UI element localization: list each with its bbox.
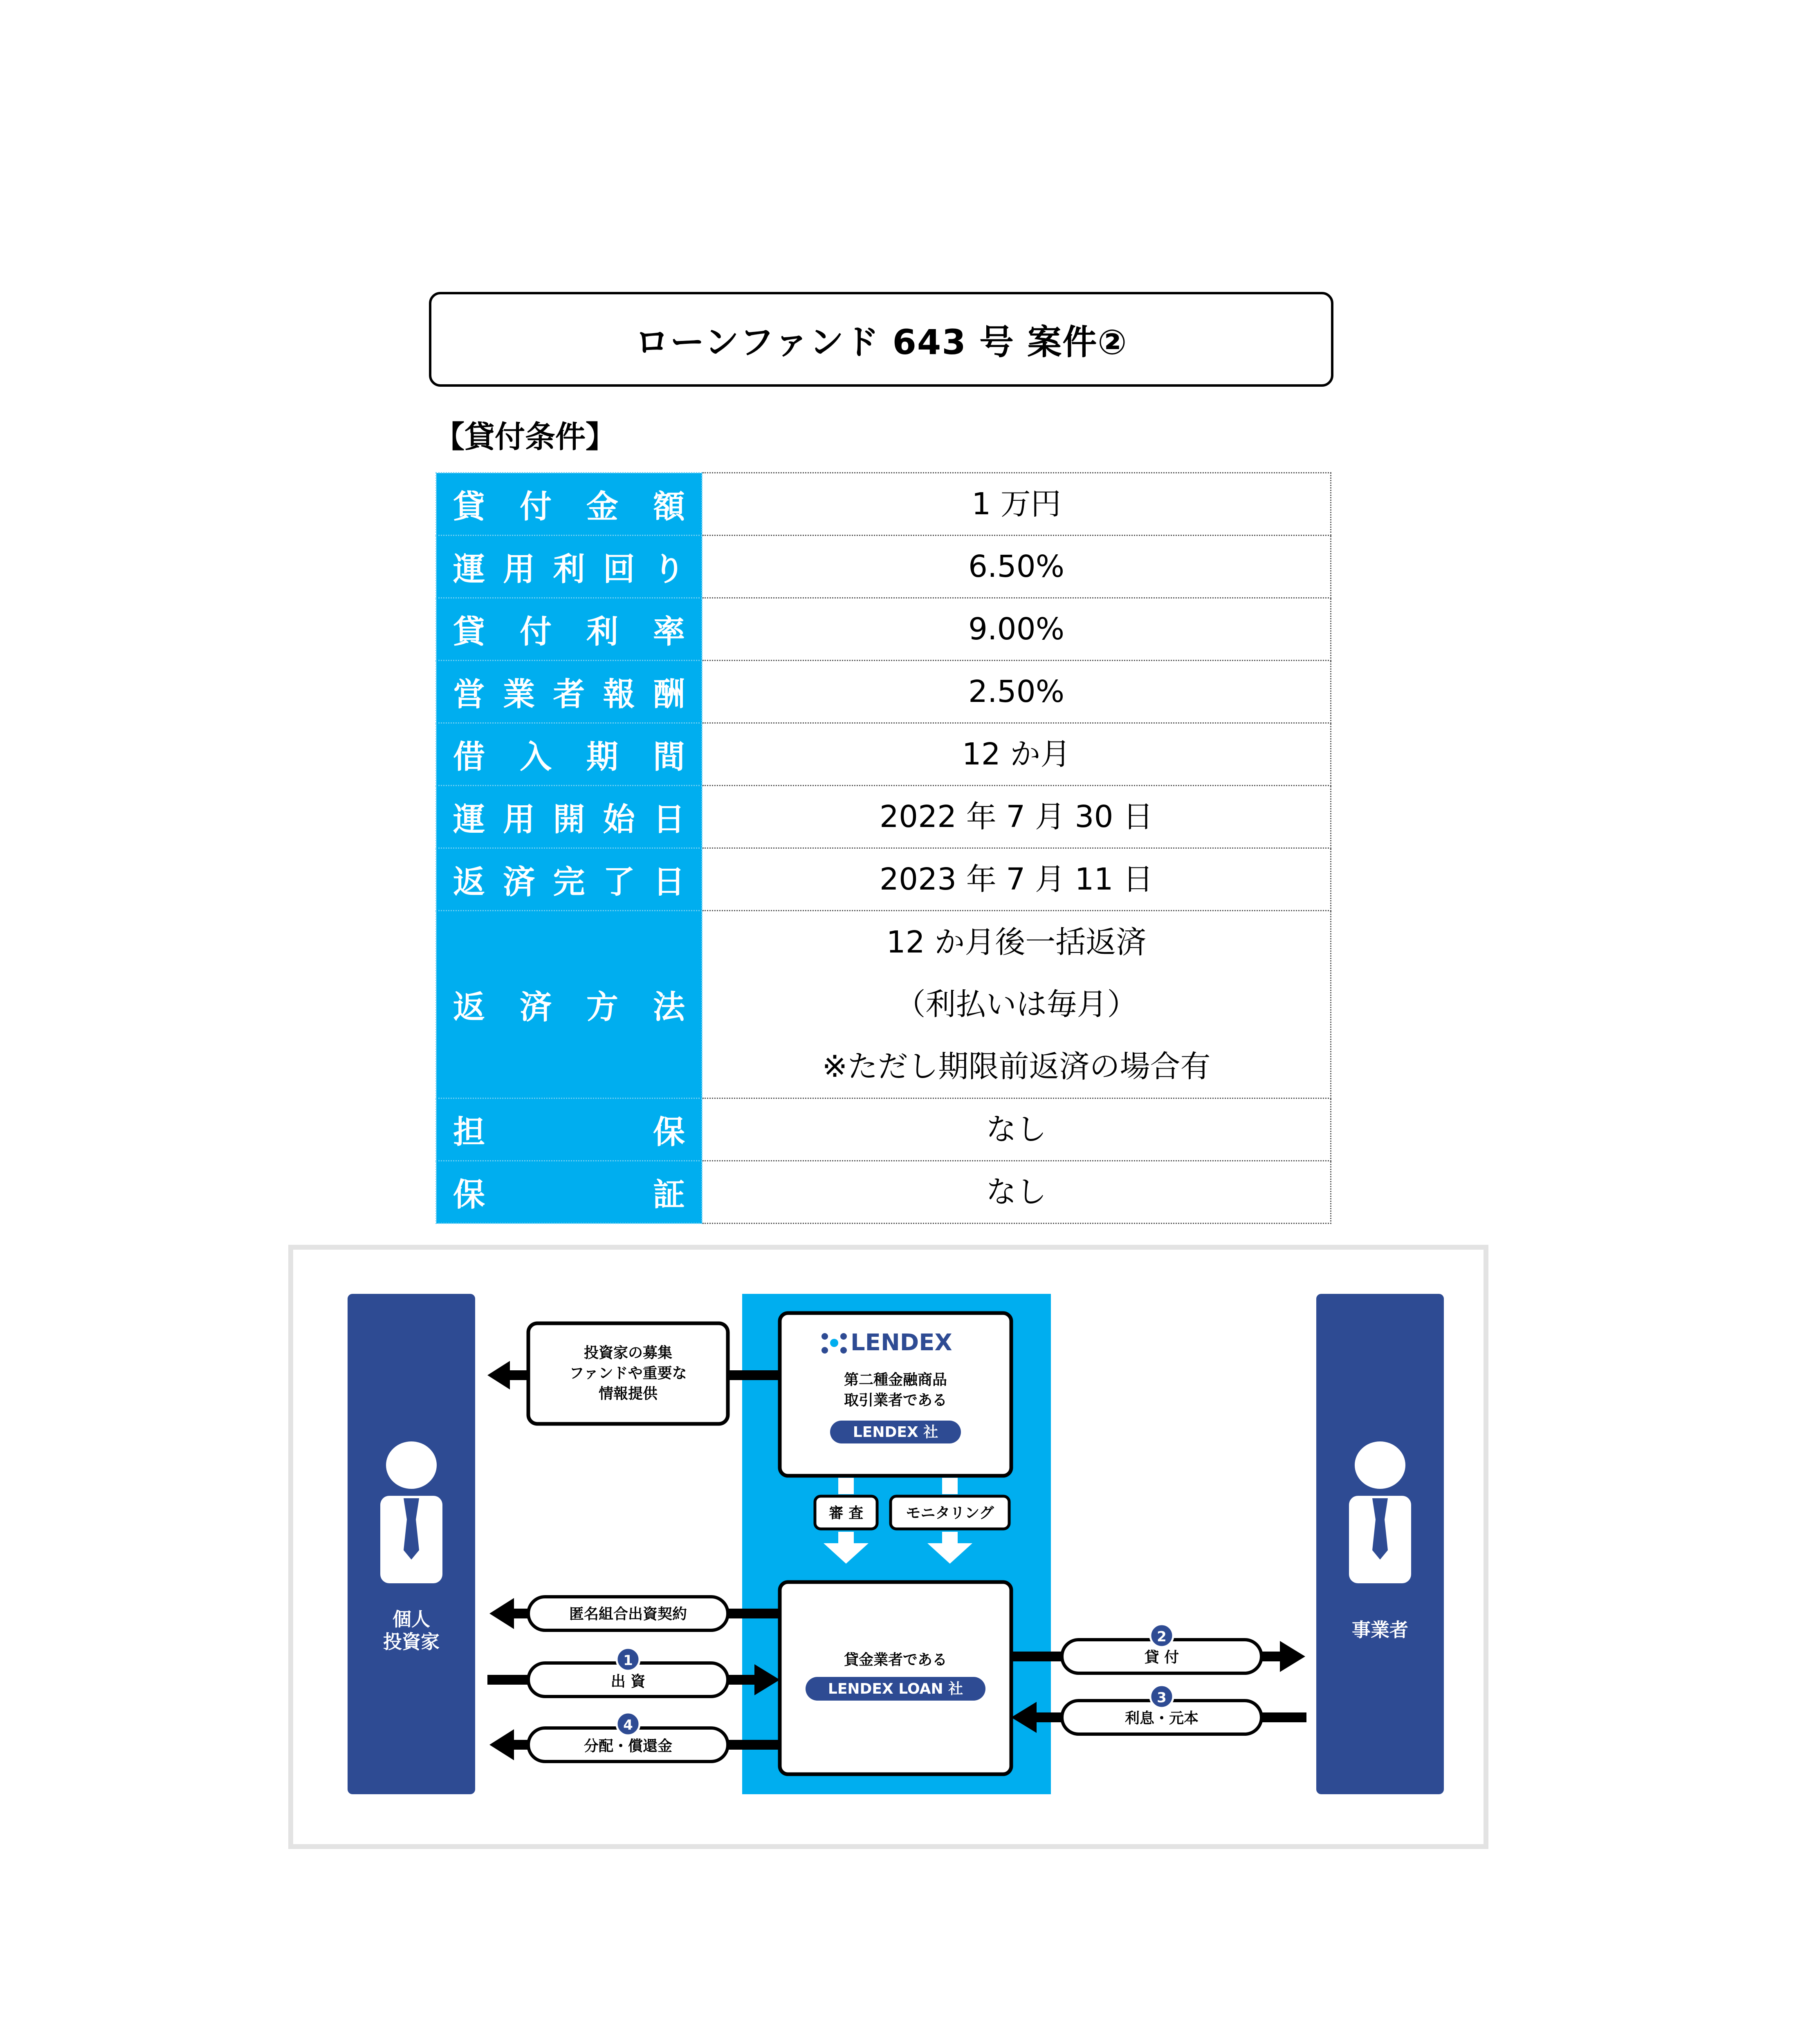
step-4-badge: 4 <box>623 1717 633 1733</box>
business-person-icon <box>1349 1441 1411 1583</box>
info-line-1: 投資家の募集 <box>584 1345 673 1361</box>
condition-value-line: 9.00% <box>968 612 1065 647</box>
condition-label-char: 報 <box>603 676 635 713</box>
investment-label: 出 資 <box>610 1673 646 1690</box>
condition-label-char: 保 <box>453 1177 485 1213</box>
condition-value-line: 2022 年 7 月 30 日 <box>879 799 1154 834</box>
condition-value-line: なし <box>986 1112 1047 1147</box>
condition-label-char: 方 <box>586 989 618 1026</box>
condition-label-char: 額 <box>653 489 685 525</box>
condition-value-line: 2.50% <box>968 674 1065 709</box>
condition-value <box>702 786 1331 848</box>
condition-value <box>702 536 1331 598</box>
condition-label-char: 営 <box>453 676 485 713</box>
condition-label-char: 用 <box>503 551 535 588</box>
condition-value <box>702 848 1331 911</box>
condition-label-char: 業 <box>503 676 535 713</box>
section-label: 【貸付条件】 <box>434 419 616 455</box>
condition-value <box>702 598 1331 661</box>
condition-label-char: 付 <box>519 489 552 525</box>
investor-person-icon <box>380 1441 442 1583</box>
condition-label-char: 入 <box>519 739 552 775</box>
condition-row <box>436 1161 1331 1224</box>
condition-row <box>436 473 1331 536</box>
step-3-badge: 3 <box>1157 1690 1167 1706</box>
condition-value <box>702 1098 1331 1161</box>
condition-label-char: 始 <box>603 801 635 838</box>
condition-label-char: 率 <box>653 614 685 650</box>
condition-value-line: 12 か月 <box>962 737 1071 772</box>
condition-label-char: 借 <box>453 739 485 775</box>
condition-value <box>702 1161 1331 1224</box>
condition-row <box>436 723 1331 786</box>
condition-label-char: 日 <box>653 864 685 901</box>
condition-value <box>702 723 1331 786</box>
condition-label-char: 運 <box>453 801 485 838</box>
condition-label <box>436 911 702 1098</box>
condition-label-char: 了 <box>603 864 635 901</box>
condition-label-char: 者 <box>553 676 585 713</box>
scheme-diagram-svg <box>293 1250 1484 1844</box>
condition-value-line: 6.50% <box>968 549 1065 584</box>
condition-label-char: 済 <box>519 989 552 1026</box>
condition-row <box>436 848 1331 911</box>
loan-conditions-table <box>435 472 1331 1224</box>
step-2-badge: 2 <box>1157 1629 1167 1645</box>
condition-label-char: 運 <box>453 551 485 588</box>
condition-label <box>436 723 702 786</box>
condition-row <box>436 786 1331 848</box>
info-line-3: 情報提供 <box>598 1385 658 1402</box>
scheme-diagram <box>288 1245 1488 1849</box>
condition-label-char: 法 <box>653 989 685 1026</box>
condition-label <box>436 661 702 723</box>
condition-label-char: 貸 <box>453 614 485 650</box>
condition-label-char: り <box>653 551 685 588</box>
lendex-logo-text: LENDEX <box>851 1329 952 1356</box>
loan-badge-text: LENDEX LOAN 社 <box>828 1681 963 1697</box>
condition-row <box>436 1098 1331 1161</box>
condition-label-char: 貸 <box>453 489 485 525</box>
condition-label-char: 間 <box>653 739 685 775</box>
condition-value <box>702 473 1331 536</box>
condition-label <box>436 786 702 848</box>
condition-label-char: 担 <box>453 1114 485 1151</box>
condition-label <box>436 536 702 598</box>
contract-label: 匿名組合出資契約 <box>569 1606 687 1623</box>
review-label: 審 査 <box>828 1505 864 1522</box>
condition-label-char: 期 <box>586 739 618 775</box>
condition-label-char: 保 <box>653 1114 685 1151</box>
condition-label-char: 回 <box>603 551 635 588</box>
condition-row <box>436 911 1331 1098</box>
condition-label-char: 利 <box>586 614 618 650</box>
condition-value-line: （利払いは毎月） <box>895 987 1138 1022</box>
info-line-2: ファンドや重要な <box>569 1365 687 1382</box>
condition-label-char: 証 <box>653 1177 685 1213</box>
loan-desc: 貸金業者である <box>844 1652 947 1668</box>
condition-value-line: なし <box>986 1174 1047 1210</box>
condition-label <box>436 848 702 911</box>
condition-row <box>436 661 1331 723</box>
monitoring-label: モニタリング <box>906 1505 994 1522</box>
condition-value-line: 1 万円 <box>972 486 1061 522</box>
condition-row <box>436 598 1331 661</box>
interest-label: 利息・元本 <box>1124 1710 1199 1727</box>
condition-label <box>436 598 702 661</box>
condition-row <box>436 536 1331 598</box>
lending-label: 貸 付 <box>1144 1649 1179 1666</box>
lendex-badge-text: LENDEX 社 <box>853 1424 938 1441</box>
condition-label-char: 完 <box>553 864 585 901</box>
condition-label-char: 付 <box>519 614 552 650</box>
condition-label-char: 用 <box>503 801 535 838</box>
condition-label-char: 酬 <box>653 676 685 713</box>
condition-label <box>436 1098 702 1161</box>
condition-label-char: 金 <box>586 489 618 525</box>
condition-value-line: 12 か月後一括返済 <box>886 925 1147 960</box>
condition-label-char: 返 <box>453 989 485 1026</box>
condition-value-line: 2023 年 7 月 11 日 <box>879 862 1154 897</box>
condition-label-char: 返 <box>453 864 485 901</box>
condition-value <box>702 661 1331 723</box>
condition-label <box>436 1161 702 1224</box>
condition-value-line: ※ただし期限前返済の場合有 <box>822 1049 1211 1084</box>
condition-label-char: 開 <box>553 801 585 838</box>
business-label: 事業者 <box>1352 1619 1408 1641</box>
investor-label-2: 投資家 <box>383 1631 440 1653</box>
condition-label-char: 済 <box>503 864 535 901</box>
condition-value <box>702 911 1331 1098</box>
condition-label-char: 利 <box>553 551 585 588</box>
lendex-desc-2: 取引業者である <box>844 1392 947 1409</box>
condition-label <box>436 473 702 536</box>
condition-label-char: 日 <box>653 801 685 838</box>
investor-label-1: 個人 <box>393 1608 430 1630</box>
page-title: ローンファンド 643 号 案件② <box>429 292 1333 387</box>
distribution-label: 分配・償還金 <box>584 1738 673 1755</box>
lendex-desc-1: 第二種金融商品 <box>844 1372 947 1388</box>
step-1-badge: 1 <box>623 1652 633 1669</box>
